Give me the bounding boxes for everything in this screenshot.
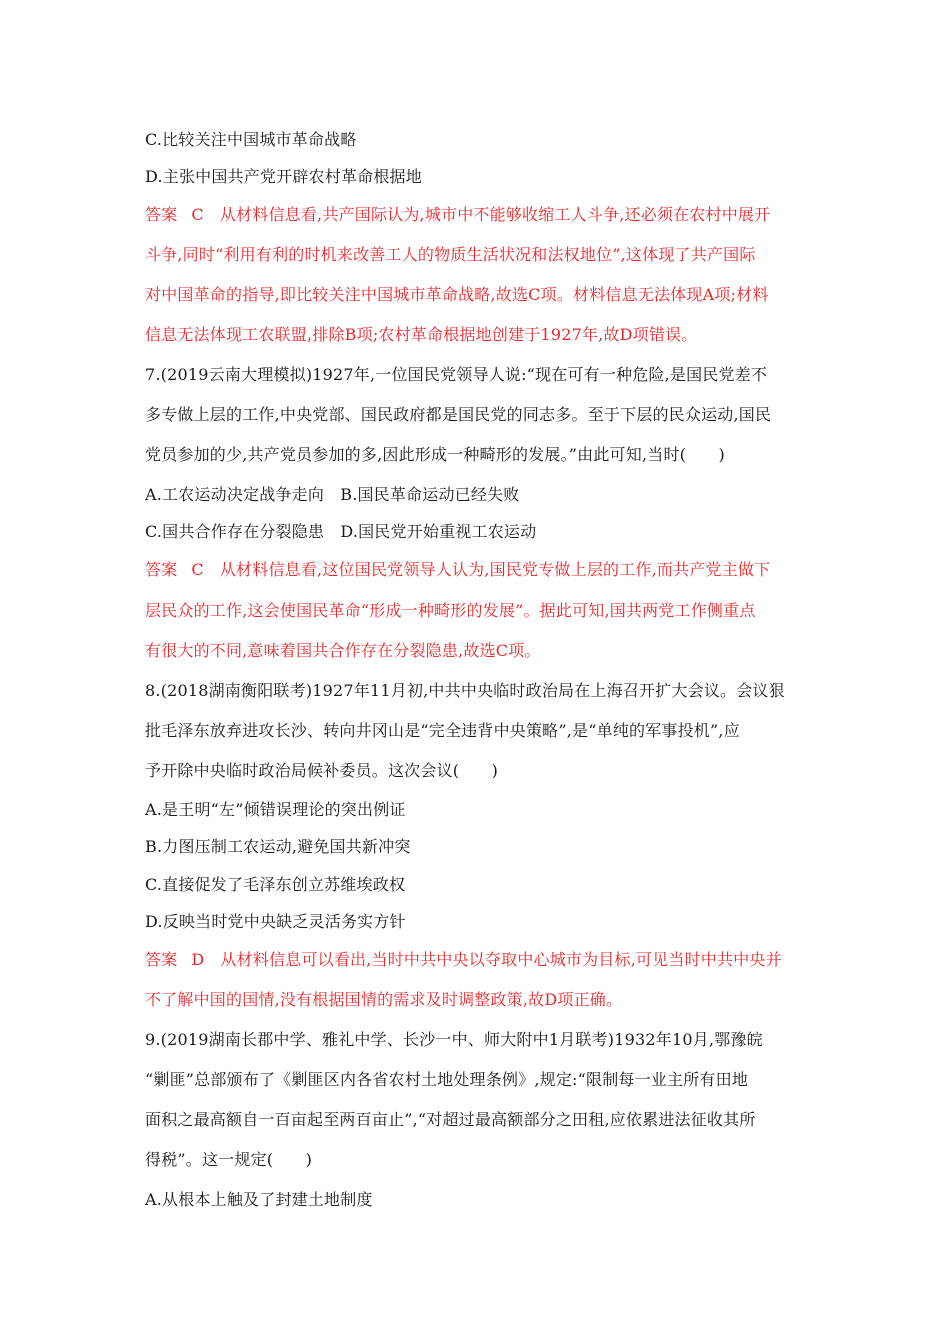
q6-answer-line-1 [145,204,815,226]
q8-option-a: A.是王明“左”倾错误理论的突出例证 [145,800,406,819]
q7-answer-line-1 [145,559,815,581]
q8-stem-line-3: 予开除中央临时政治局候补委员。这次会议( ) [145,761,499,780]
q9-stem-line-2: “剿匪”总部颁布了《剿匪区内各省农村土地处理条例》,规定:“限制每一业主所有田地 [145,1070,749,1089]
q9-stem-line-4: 得税”。这一规定( ) [145,1150,313,1169]
answer-key: C [191,205,204,224]
q8-option-d: D.反映当时党中央缺乏灵活务实方针 [145,912,406,931]
q9-stem-line-1: 9.(2019湖南长郡中学、雅礼中学、长沙一中、师大附中1月联考)1932年10月,鄂豫皖 [145,1030,763,1049]
q6-option-d: D.主张中国共产党开辟农村革命根据地 [145,167,422,186]
q8-option-b: B.力图压制工农运动,避免国共新冲突 [145,837,411,856]
q8-answer-line-1 [145,949,815,971]
answer-text: 从材料信息看,这位国民党领导人认为,国民党专做上层的工作,而共产党主做下 [219,560,771,579]
q6-answer-line-4: 信息无法体现工农联盟,排除B项;农村革命根据地创建于1927年,故D项错误。 [145,325,698,344]
q7-options-row-2: C.国共合作存在分裂隐患 D.国民党开始重视工农运动 [145,522,537,541]
q6-option-c: C.比较关注中国城市革命战略 [145,130,357,149]
answer-key: D [191,950,205,969]
q7-stem-line-2: 多专做上层的工作,中央党部、国民政府都是国民党的同志多。至于下层的民众运动,国民 [145,405,772,424]
q7-stem-line-3: 党员参加的少,共产党员参加的多,因此形成一种畸形的发展。”由此可知,当时( ) [145,445,725,464]
answer-key: C [191,560,204,579]
q7-answer-line-3: 有很大的不同,意味着国共合作存在分裂隐患,故选C项。 [145,641,541,660]
q6-answer-line-2: 斗争,同时“利用有利的时机来改善工人的物质生活状况和法权地位”,这体现了共产国际 [145,245,756,264]
q9-option-a: A.从根本上触及了封建土地制度 [145,1190,373,1209]
q8-stem-line-1: 8.(2018湖南衡阳联考)1927年11月初,中共中央临时政治局在上海召开扩大会议。会议狠 [145,681,785,700]
answer-text: 从材料信息看,共产国际认为,城市中不能够收缩工人斗争,还必须在农村中展开 [219,205,771,224]
answer-label: 答案 [145,560,178,579]
q7-options-row-1: A.工农运动决定战争走向 B.国民革命运动已经失败 [145,485,520,504]
q6-answer-line-3: 对中国革命的指导,即比较关注中国城市革命战略,故选C项。材料信息无法体现A项;材料 [145,285,769,304]
q8-option-c: C.直接促发了毛泽东创立苏维埃政权 [145,875,406,894]
q8-answer-line-2: 不了解中国的国情,没有根据国情的需求及时调整政策,故D项正确。 [145,990,623,1009]
q7-stem-line-1: 7.(2019云南大理模拟)1927年,一位国民党领导人说:“现在可有一种危险,是国民党差不 [145,365,768,384]
q7-answer-line-2: 层民众的工作,这会使国民革命“形成一种畸形的发展”。据此可知,国共两党工作侧重点 [145,601,756,620]
answer-label: 答案 [145,205,178,224]
answer-text: 从材料信息可以看出,当时中共中央以夺取中心城市为目标,可见当时中共中央并 [220,950,782,969]
answer-label: 答案 [145,950,178,969]
q8-stem-line-2: 批毛泽东放弃进攻长沙、转向井冈山是“完全违背中央策略”,是“单纯的军事投机”,应 [145,721,740,740]
q9-stem-line-3: 面积之最高额自一百亩起至两百亩止”,“对超过最高额部分之田租,应依累进法征收其所 [145,1110,756,1129]
